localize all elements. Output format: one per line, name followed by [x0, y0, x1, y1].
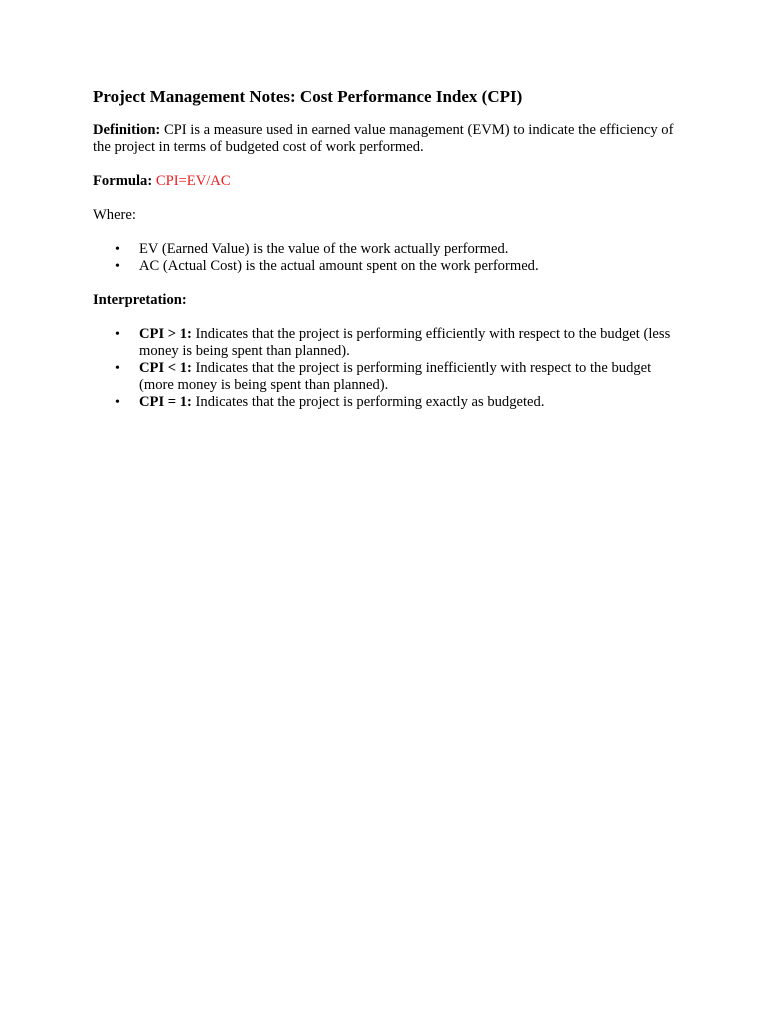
- bullet-icon: •: [115, 395, 120, 410]
- definition-text: CPI is a measure used in earned value management (EVM) to indicate the efficiency of the project in terms of budgeted cost of work performed.: [93, 122, 674, 155]
- interpretation-term: CPI > 1:: [139, 326, 192, 342]
- interpretation-term: CPI = 1:: [139, 394, 192, 410]
- list-item: [93, 258, 683, 275]
- formula-value: CPI=EV/AC: [155, 173, 231, 189]
- definition-label: Definition:: [93, 122, 161, 138]
- interpretation-term: CPI < 1:: [139, 360, 192, 376]
- where-item-text: EV (Earned Value) is the value of the work actually performed.: [139, 241, 509, 257]
- bullet-icon: •: [115, 242, 120, 257]
- formula-label: Formula:: [93, 173, 153, 189]
- definition-paragraph: [93, 122, 683, 156]
- bullet-icon: •: [115, 327, 120, 342]
- bullet-icon: •: [115, 259, 120, 274]
- list-item: [93, 326, 683, 360]
- interpretation-text: Indicates that the project is performing inefficiently with respect to the budget (more money is being spent than planned).: [139, 360, 652, 393]
- interpretation-text: Indicates that the project is performing exactly as budgeted.: [191, 394, 545, 410]
- document-page: [93, 86, 683, 428]
- where-list: [93, 241, 683, 275]
- document-title: Project Management Notes: Cost Performance Index (CPI): [93, 87, 523, 106]
- interpretation-list: [93, 326, 683, 411]
- where-label: Where:: [93, 207, 136, 223]
- list-item: [93, 241, 683, 258]
- list-item: [93, 360, 683, 394]
- formula-paragraph: [93, 173, 683, 190]
- interpretation-label: Interpretation:: [93, 292, 187, 308]
- interpretation-text: Indicates that the project is performing efficiently with respect to the budget (less money is being spent than planned).: [139, 326, 671, 359]
- list-item: [93, 394, 683, 411]
- bullet-icon: •: [115, 361, 120, 376]
- where-item-text: AC (Actual Cost) is the actual amount spent on the work performed.: [139, 258, 539, 274]
